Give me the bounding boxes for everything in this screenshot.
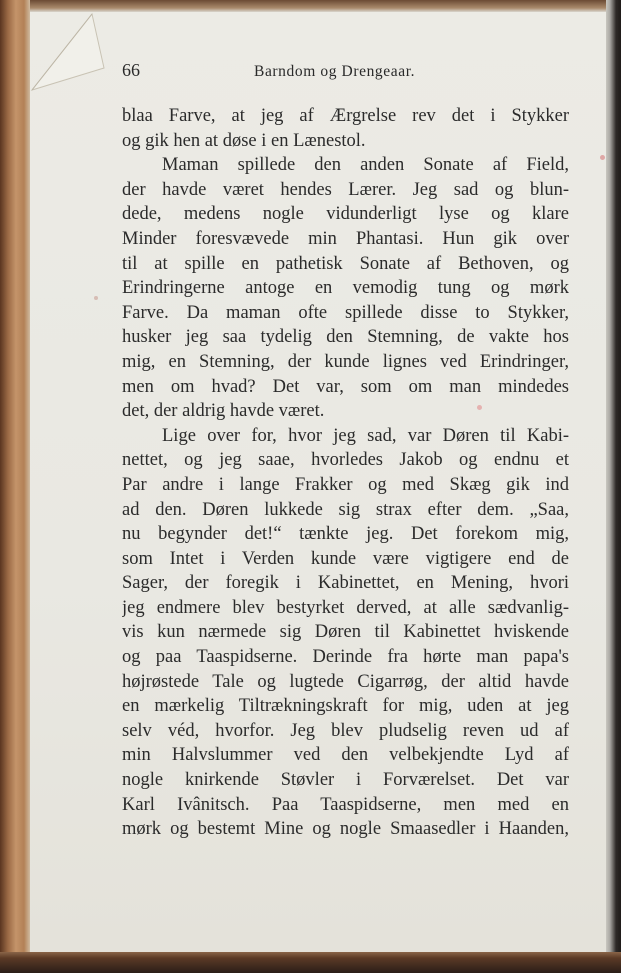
text-line: mørk og bestemt Mine og nogle Smaasedler i Haanden, xyxy=(122,819,569,840)
text-line: og gik hen at døse i en Lænestol. xyxy=(122,130,366,151)
running-title: Barndom og Drengeaar. xyxy=(254,63,416,80)
text-line: mig, en Stemning, der kunde lignes ved Erindringer, xyxy=(122,351,569,372)
text-line: Par andre i lange Frakker og med Skæg gik ind xyxy=(122,474,569,495)
text-line: Sager, der foregik i Kabinettet, en Mening, hvori xyxy=(122,573,569,594)
folded-corner-mark xyxy=(30,12,106,92)
body-text xyxy=(122,104,569,842)
text-line: nettet, og jeg saae, hvorledes Jakob og endnu et xyxy=(122,450,569,471)
text-line: højrøstede Tale og lugtede Cigarrøg, der altid havde xyxy=(122,671,569,692)
page-top-edge xyxy=(30,0,608,12)
text-line: Karl Ivânitsch. Paa Taaspidserne, men med en xyxy=(122,794,569,815)
text-line: blaa Farve, at jeg af Ærgrelse rev det i Stykker xyxy=(122,106,569,126)
page-header xyxy=(122,60,572,84)
text-line: min Halvslummer ved den velbekjendte Lyd af xyxy=(122,745,569,766)
text-line: Erindringerne antoge en vemodig tung og mørk xyxy=(122,278,569,299)
text-line: Minder foresvævede min Phantasi. Hun gik over xyxy=(122,228,569,249)
page-right-edge xyxy=(606,0,621,973)
text-line: der havde været hendes Lærer. Jeg sad og blun- xyxy=(122,179,569,200)
page-number: 66 xyxy=(122,60,140,80)
text-line: som Intet i Verden kunde være vigtigere end de xyxy=(122,548,569,569)
book-spine xyxy=(0,0,30,973)
text-line: til at spille en pathetisk Sonate af Bethoven, og xyxy=(122,253,569,274)
text-line: ad den. Døren lukkede sig strax efter dem. „Saa, xyxy=(122,499,569,520)
text-line: en mærkelig Tiltrækningskraft for mig, uden at jeg xyxy=(122,696,569,717)
text-line: nu begynder det!“ tænkte jeg. Det forekom mig, xyxy=(122,524,569,545)
text-line: men om hvad? Det var, som om man mindedes xyxy=(122,376,569,397)
text-line: Lige over for, hvor jeg sad, var Døren til Kabi- xyxy=(162,425,569,446)
text-line: nogle knirkende Støvler i Forværelset. Det var xyxy=(122,770,569,791)
paper-speck xyxy=(94,296,98,300)
paper-speck xyxy=(600,155,605,160)
text-line: dede, medens nogle vidunderligt lyse og klare xyxy=(122,204,569,225)
text-line: husker jeg saa tydelig den Stemning, de vakte hos xyxy=(122,327,569,348)
text-line: jeg endmere blev bestyrket derved, at alle sædvanlig- xyxy=(122,597,569,618)
page-bottom-edge xyxy=(0,952,621,973)
text-line: og paa Taaspidserne. Derinde fra hørte man papa's xyxy=(122,647,569,668)
text-line: det, der aldrig havde været. xyxy=(122,401,325,422)
text-line: vis kun nærmede sig Døren til Kabinettet hviskende xyxy=(122,622,569,643)
paper-speck xyxy=(477,405,482,410)
text-line: selv véd, hvorfor. Jeg blev pludselig reven ud af xyxy=(122,720,569,741)
text-line: Maman spillede den anden Sonate af Field, xyxy=(162,155,569,176)
text-line: Farve. Da maman ofte spillede disse to Stykker, xyxy=(122,302,569,323)
